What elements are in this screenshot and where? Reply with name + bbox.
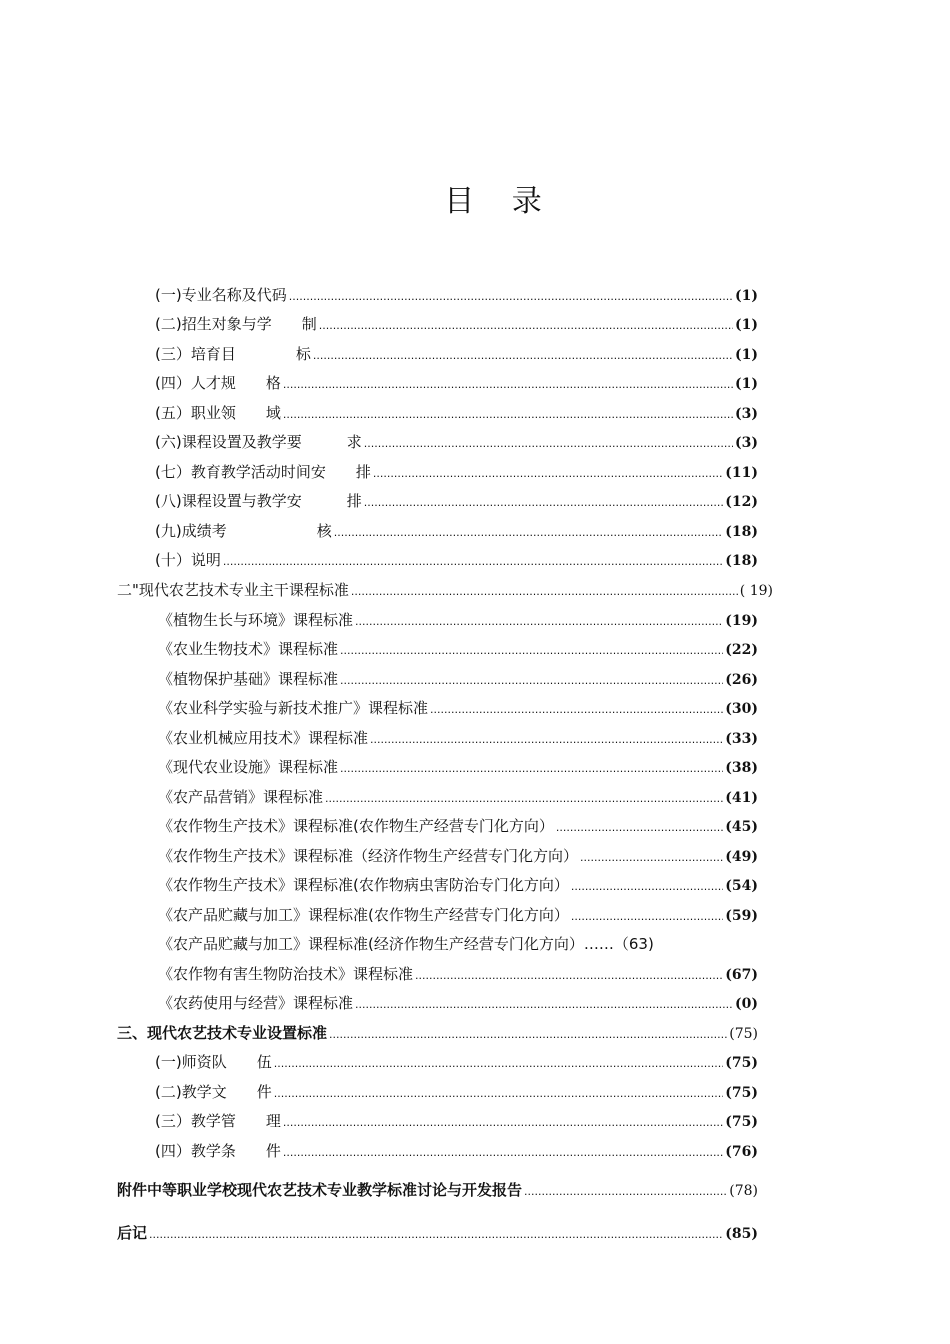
toc-leader-dots bbox=[274, 1053, 724, 1075]
toc-leader-dots bbox=[580, 847, 723, 869]
toc-entry[interactable] bbox=[155, 1140, 758, 1162]
toc-entry-page-number: (76) bbox=[725, 1144, 758, 1160]
toc-leader-dots bbox=[313, 345, 733, 367]
toc-entry[interactable] bbox=[158, 874, 758, 896]
toc-entry-page-number: (3) bbox=[735, 435, 758, 451]
toc-entry-label: (四）人才规 格 bbox=[155, 374, 281, 392]
toc-entry[interactable] bbox=[158, 933, 758, 955]
toc-entry-label: 二"现代农艺技术专业主干课程标准 bbox=[117, 581, 349, 599]
toc-entry[interactable] bbox=[158, 963, 758, 985]
toc-leader-dots bbox=[283, 1142, 723, 1164]
toc-entry-label: 《农产品贮藏与加工》课程标准(农作物生产经营专门化方向） bbox=[158, 906, 569, 924]
toc-entry-label: (六)课程设置及教学要 求 bbox=[155, 433, 362, 451]
toc-entry[interactable] bbox=[155, 1051, 758, 1073]
toc-entry-label: 《植物生长与环境》课程标准 bbox=[158, 611, 354, 629]
toc-leader-dots bbox=[364, 492, 724, 514]
toc-leader-dots bbox=[355, 994, 733, 1016]
toc-entry-page-number: (18) bbox=[725, 524, 758, 540]
toc-entry[interactable] bbox=[155, 343, 758, 365]
toc-entry-page-number: (49) bbox=[725, 849, 758, 865]
toc-leader-dots bbox=[274, 1083, 724, 1105]
toc-entry[interactable] bbox=[158, 756, 758, 778]
toc-entry-page-number: (38) bbox=[725, 760, 758, 776]
toc-entry-page-number: (19) bbox=[725, 613, 758, 629]
toc-entry-label: (四）教学条 件 bbox=[155, 1142, 281, 1160]
toc-entry[interactable] bbox=[155, 1081, 758, 1103]
toc-leader-dots bbox=[571, 876, 723, 898]
toc-entry-page-number: (75) bbox=[725, 1114, 758, 1130]
toc-entry-page-number: (33) bbox=[725, 731, 758, 747]
toc-entry-page-number: (26) bbox=[725, 672, 758, 688]
toc-entry-page-number: ( 19) bbox=[739, 583, 773, 599]
toc-entry-page-number: (41) bbox=[725, 790, 758, 806]
toc-entry-label: 三、现代农艺技术专业设置标准 bbox=[117, 1024, 328, 1042]
toc-entry[interactable] bbox=[158, 638, 758, 660]
toc-entry-label: 后记 bbox=[117, 1224, 148, 1242]
toc-leader-dots bbox=[355, 611, 723, 633]
toc-leader-dots bbox=[524, 1181, 727, 1203]
toc-entry-label: (二)教学文 件 bbox=[155, 1083, 272, 1101]
toc-entry-page-number: (59) bbox=[725, 908, 758, 924]
toc-entry[interactable] bbox=[158, 786, 758, 808]
toc-entry-page-number: (11) bbox=[725, 465, 758, 481]
toc-leader-dots bbox=[283, 374, 733, 396]
toc-entry-page-number: (30) bbox=[725, 701, 758, 717]
toc-entry-page-number: (3) bbox=[735, 406, 758, 422]
toc-entry[interactable] bbox=[158, 727, 758, 749]
toc-leader-dots bbox=[283, 404, 733, 426]
toc-entry-label: (五）职业领 域 bbox=[155, 404, 281, 422]
toc-entry-label: 《农业机械应用技术》课程标准 bbox=[158, 729, 369, 747]
toc-leader-dots bbox=[373, 463, 723, 485]
toc-entry-page-number: (75) bbox=[725, 1055, 758, 1071]
toc-leader-dots bbox=[430, 699, 723, 721]
toc-entry-label: 《农产品贮藏与加工》课程标准(经济作物生产经营专门化方向）……（63) bbox=[158, 935, 654, 953]
toc-leader-dots bbox=[340, 758, 723, 780]
toc-entry-label: (九)成绩考 核 bbox=[155, 522, 332, 540]
toc-entry-page-number: (1) bbox=[735, 347, 758, 363]
toc-entry-label: (三）教学管 理 bbox=[155, 1112, 281, 1130]
toc-entry-page-number: (1) bbox=[735, 288, 758, 304]
toc-entry[interactable] bbox=[155, 313, 758, 335]
toc-leader-dots bbox=[283, 1112, 723, 1134]
toc-leader-dots bbox=[340, 670, 723, 692]
toc-entry-page-number: (1) bbox=[735, 317, 758, 333]
toc-leader-dots bbox=[223, 551, 723, 573]
toc-entry-label: 《农业生物技术》课程标准 bbox=[158, 640, 339, 658]
toc-entry-label: 《农作物生产技术》课程标准(农作物生产经营专门化方向） bbox=[158, 817, 554, 835]
toc-entry[interactable] bbox=[158, 845, 758, 867]
toc-entry[interactable] bbox=[155, 1110, 758, 1132]
toc-leader-dots bbox=[334, 522, 724, 544]
toc-entry-page-number: (45) bbox=[725, 819, 758, 835]
toc-entry-label: 《农业科学实验与新技术推广》课程标准 bbox=[158, 699, 429, 717]
toc-leader-dots bbox=[351, 581, 738, 603]
toc-entry[interactable] bbox=[117, 1222, 758, 1244]
toc-leader-dots bbox=[319, 315, 733, 337]
toc-entry-page-number: (1) bbox=[735, 376, 758, 392]
toc-leader-dots bbox=[571, 906, 723, 928]
toc-entry[interactable] bbox=[155, 284, 758, 306]
toc-entry[interactable] bbox=[155, 549, 758, 571]
toc-leader-dots bbox=[340, 640, 723, 662]
toc-entry[interactable] bbox=[155, 490, 758, 512]
toc-leader-dots bbox=[289, 286, 733, 308]
toc-entry[interactable] bbox=[158, 992, 758, 1014]
toc-entry-page-number: (78) bbox=[729, 1183, 758, 1199]
toc-entry[interactable] bbox=[158, 697, 758, 719]
toc-entry-label: (二)招生对象与学 制 bbox=[155, 315, 317, 333]
toc-entry-page-number: (75) bbox=[729, 1026, 758, 1042]
toc-entry-label: 《植物保护基础》课程标准 bbox=[158, 670, 339, 688]
toc-entry[interactable] bbox=[155, 431, 758, 453]
toc-entry-page-number: (12) bbox=[725, 494, 758, 510]
toc-entry[interactable] bbox=[158, 815, 758, 837]
toc-leader-dots bbox=[370, 729, 723, 751]
toc-entry[interactable] bbox=[155, 402, 758, 424]
toc-entry[interactable] bbox=[158, 904, 758, 926]
toc-entry-page-number: (75) bbox=[725, 1085, 758, 1101]
toc-leader-dots bbox=[329, 1024, 727, 1046]
toc-entry-label: (一)专业名称及代码 bbox=[155, 286, 287, 304]
toc-entry-label: (十）说明 bbox=[155, 551, 221, 569]
toc-entry-label: (一)师资队 伍 bbox=[155, 1053, 272, 1071]
toc-entry-label: 《农作物有害生物防治技术》课程标准 bbox=[158, 965, 414, 983]
toc-leader-dots bbox=[415, 965, 723, 987]
toc-entry[interactable] bbox=[117, 1022, 758, 1044]
toc-entry-page-number: (67) bbox=[725, 967, 758, 983]
toc-entry-label: 《现代农业设施》课程标准 bbox=[158, 758, 339, 776]
page-title: 目 录 bbox=[444, 184, 556, 219]
toc-entry[interactable] bbox=[155, 372, 758, 394]
toc-entry[interactable] bbox=[158, 609, 758, 631]
toc-entry[interactable] bbox=[155, 461, 758, 483]
toc-entry-page-number: (0) bbox=[735, 996, 758, 1012]
toc-entry-label: (八)课程设置与教学安 排 bbox=[155, 492, 362, 510]
toc-entry-label: 《农作物生产技术》课程标准（经济作物生产经营专门化方向） bbox=[158, 847, 579, 865]
toc-entry-label: 《农作物生产技术》课程标准(农作物病虫害防治专门化方向） bbox=[158, 876, 569, 894]
toc-entry[interactable] bbox=[158, 668, 758, 690]
toc-entry-label: (七）教育教学活动时间安 排 bbox=[155, 463, 371, 481]
toc-entry-label: 《农产品营销》课程标准 bbox=[158, 788, 324, 806]
toc-entry[interactable] bbox=[117, 579, 773, 601]
toc-entry-label: (三）培育目 标 bbox=[155, 345, 311, 363]
toc-entry-page-number: (54) bbox=[725, 878, 758, 894]
toc-entry-page-number: (85) bbox=[725, 1226, 758, 1242]
toc-entry-page-number: (22) bbox=[725, 642, 758, 658]
toc-leader-dots bbox=[149, 1224, 723, 1246]
toc-leader-dots bbox=[325, 788, 723, 810]
toc-entry[interactable] bbox=[117, 1179, 758, 1201]
toc-leader-dots bbox=[364, 433, 733, 455]
toc-entry-page-number: (18) bbox=[725, 553, 758, 569]
toc-entry[interactable] bbox=[155, 520, 758, 542]
toc-entry-label: 附件中等职业学校现代农艺技术专业教学标准讨论与开发报告 bbox=[117, 1181, 523, 1199]
toc-leader-dots bbox=[556, 817, 723, 839]
toc-entry-label: 《农药使用与经营》课程标准 bbox=[158, 994, 354, 1012]
